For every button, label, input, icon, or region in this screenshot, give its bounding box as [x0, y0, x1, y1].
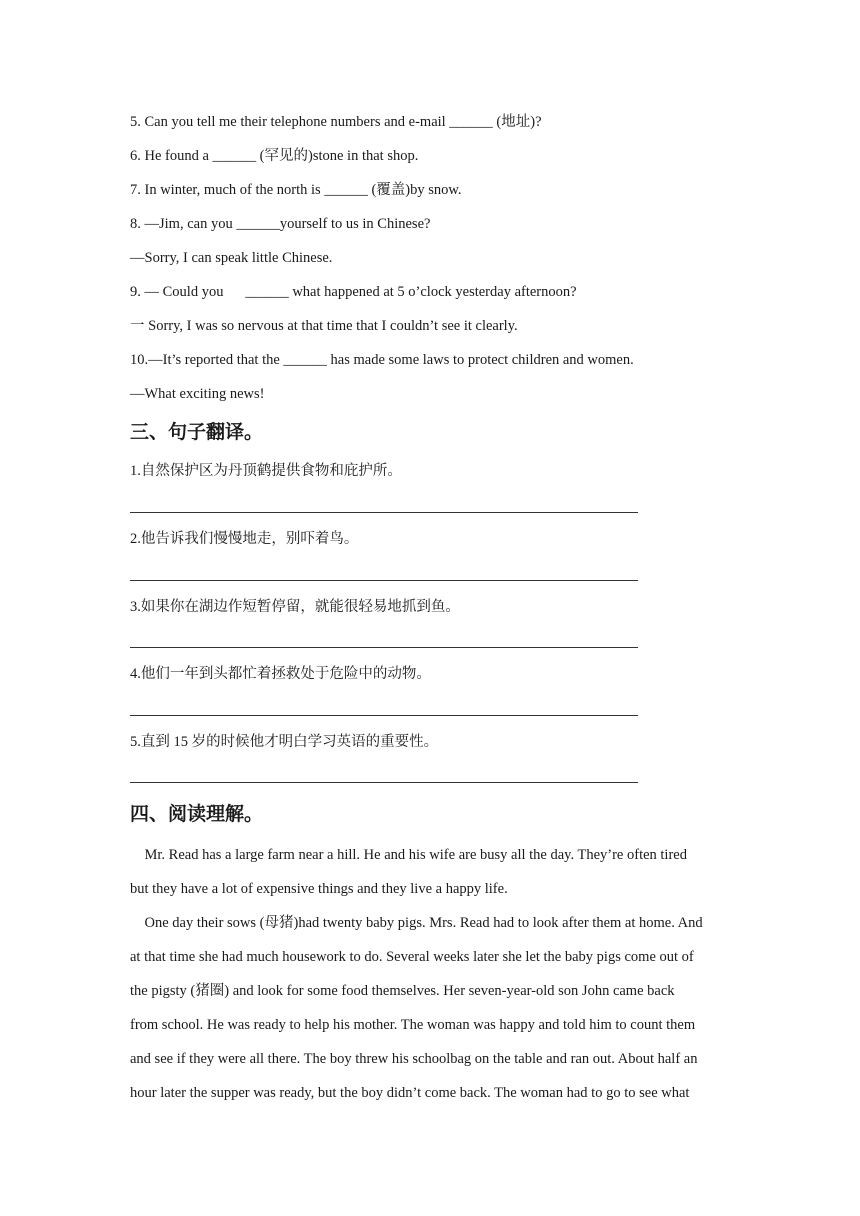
- passage-line: and see if they were all there. The boy threw his schoolbag on the table and ran out. About half an: [130, 1051, 698, 1067]
- question-9: 9. — Could you ______ what happened at 5 o’clock yesterday afternoon?: [130, 284, 577, 300]
- passage-line: but they have a lot of expensive things and they live a happy life.: [130, 881, 508, 897]
- answer-line-2: [130, 580, 638, 581]
- passage-line: hour later the supper was ready, but the boy didn’t come back. The woman had to go to see what: [130, 1085, 690, 1101]
- question-7: 7. In winter, much of the north is ______ (覆盖)by snow.: [130, 182, 462, 198]
- question-8-answer: —Sorry, I can speak little Chinese.: [130, 250, 333, 266]
- translation-item-1: 1.自然保护区为丹顶鹤提供食物和庇护所。: [130, 463, 402, 479]
- translation-item-3: 3.如果你在湖边作短暂停留，就能很轻易地抓到鱼。: [130, 599, 460, 615]
- answer-line-1: [130, 512, 638, 513]
- question-9-answer: 一 Sorry, I was so nervous at that time that I couldn’t see it clearly.: [130, 318, 518, 334]
- translation-item-4: 4.他们一年到头都忙着拯救处于危险中的动物。: [130, 666, 431, 682]
- answer-line-3: [130, 647, 638, 648]
- passage-line: One day their sows (母猪)had twenty baby pigs. Mrs. Read had to look after them at home. And: [130, 915, 703, 931]
- passage-line: from school. He was ready to help his mother. The woman was happy and told him to count them: [130, 1017, 696, 1033]
- translation-item-5: 5.直到 15 岁的时候他才明白学习英语的重要性。: [130, 734, 439, 750]
- question-10-answer: —What exciting news!: [130, 386, 265, 402]
- question-8: 8. —Jim, can you ______yourself to us in Chinese?: [130, 216, 431, 232]
- passage-line: the pigsty (猪圈) and look for some food themselves. Her seven-year-old son John came back: [130, 983, 675, 999]
- section-4-heading: 四、阅读理解。: [130, 803, 264, 825]
- question-6: 6. He found a ______ (罕见的)stone in that shop.: [130, 148, 419, 164]
- section-3-heading: 三、句子翻译。: [130, 421, 264, 443]
- answer-line-4: [130, 715, 638, 716]
- passage-line: Mr. Read has a large farm near a hill. He and his wife are busy all the day. They’re often tired: [130, 847, 687, 863]
- question-10: 10.—It’s reported that the ______ has made some laws to protect children and women.: [130, 352, 634, 368]
- passage-line: at that time she had much housework to do. Several weeks later she let the baby pigs come out of: [130, 949, 694, 965]
- question-5: 5. Can you tell me their telephone numbers and e-mail ______ (地址)?: [130, 114, 542, 130]
- translation-item-2: 2.他告诉我们慢慢地走，别吓着鸟。: [130, 531, 359, 547]
- answer-line-5: [130, 782, 638, 783]
